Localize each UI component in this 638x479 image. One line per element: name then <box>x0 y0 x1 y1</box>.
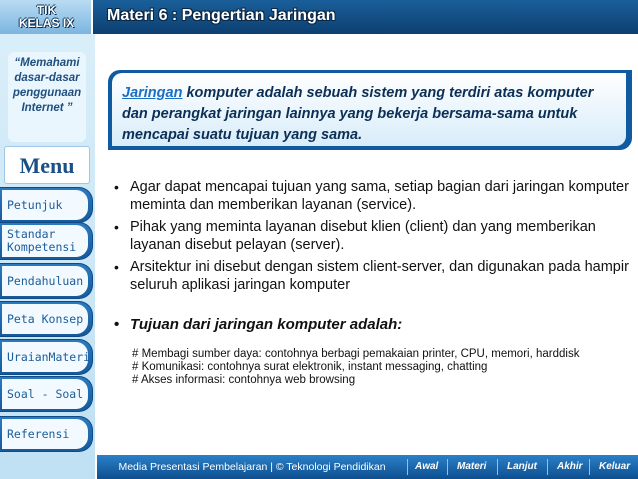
footer-divider <box>407 459 408 475</box>
note-item: # Komunikasi: contohnya surat elektronik, instant messaging, chatting <box>132 361 488 373</box>
menu-title: Menu <box>19 153 75 178</box>
definition-text <box>122 83 616 146</box>
footer-bar <box>97 455 638 479</box>
footer-divider <box>497 459 498 475</box>
footer-text: Media Presentasi Pembelajaran | © Teknologi Pendidikan <box>118 461 386 473</box>
nav-materi-button[interactable]: Materi <box>457 461 487 472</box>
sidebar-item-referensi[interactable] <box>0 416 93 452</box>
sidebar-item-label: Soal - Soal <box>7 386 84 401</box>
nav-akhir-button[interactable]: Akhir <box>557 461 583 472</box>
sidebar-item-label: Pendahuluan <box>7 273 84 288</box>
sidebar-item-label: Standar Kompetensi <box>7 227 77 254</box>
nav-keluar-button[interactable]: Keluar <box>599 461 631 472</box>
brand-logo <box>0 0 93 34</box>
sidebar-item-soal[interactable] <box>0 376 93 412</box>
menu-header <box>4 146 90 184</box>
bullet-item: • Agar dapat mencapai tujuan yang sama, setiap bagian dari jaringan komputer meminta dan memberikan layanan (service). <box>110 178 630 214</box>
brand-line1: TIK <box>36 3 57 17</box>
goal-heading: • Tujuan dari jaringan komputer adalah: <box>110 316 630 334</box>
nav-lanjut-button[interactable]: Lanjut <box>507 461 537 472</box>
definition-card <box>108 70 632 150</box>
bullet-item: • Pihak yang meminta layanan disebut klien (client) dan yang memberikan layanan disebut pelayan (server). <box>110 218 630 254</box>
page-title: Materi 6 : Pengertian Jaringan <box>107 7 336 24</box>
notes-list <box>132 348 637 387</box>
content-list <box>110 178 630 298</box>
sidebar-item-uraian-materi[interactable] <box>0 339 93 375</box>
quote-text: “Memahami dasar-dasar penggunaan Internet ” <box>12 57 82 114</box>
sidebar-item-petunjuk[interactable] <box>0 187 93 223</box>
footer-divider <box>589 459 590 475</box>
note-item: # Akses informasi: contohnya web browsing <box>132 374 356 386</box>
nav-awal-button[interactable]: Awal <box>415 461 439 472</box>
sidebar-item-label: Peta Konsep <box>7 311 84 326</box>
sidebar-item-label: UraianMateri <box>7 349 91 364</box>
sidebar-item-label: Referensi <box>7 426 70 441</box>
sidebar-item-label: Petunjuk <box>7 197 63 212</box>
sidebar-item-standar-kompetensi[interactable] <box>0 222 93 260</box>
sidebar-item-peta-konsep[interactable] <box>0 301 93 337</box>
footer-divider <box>547 459 548 475</box>
brand-line2: KELAS IX <box>18 16 75 30</box>
definition-body: komputer adalah sebuah sistem yang terdiri atas komputer dan perangkat jaringan lainnya yang bekerja bersama-sama untuk mencapai suatu tujuan yang sama. <box>122 85 594 143</box>
footer-divider <box>447 459 448 475</box>
sidebar-item-pendahuluan[interactable] <box>0 263 93 299</box>
bullet-item: • Arsitektur ini disebut dengan sistem client-server, dan digunakan pada hampir seluruh aplikasi jaringan komputer <box>110 258 630 294</box>
definition-link[interactable]: Jaringan <box>122 85 183 101</box>
note-item: # Membagi sumber daya: contohnya berbagi pemakaian printer, CPU, memori, harddisk <box>132 348 580 360</box>
quote-box <box>8 52 86 142</box>
